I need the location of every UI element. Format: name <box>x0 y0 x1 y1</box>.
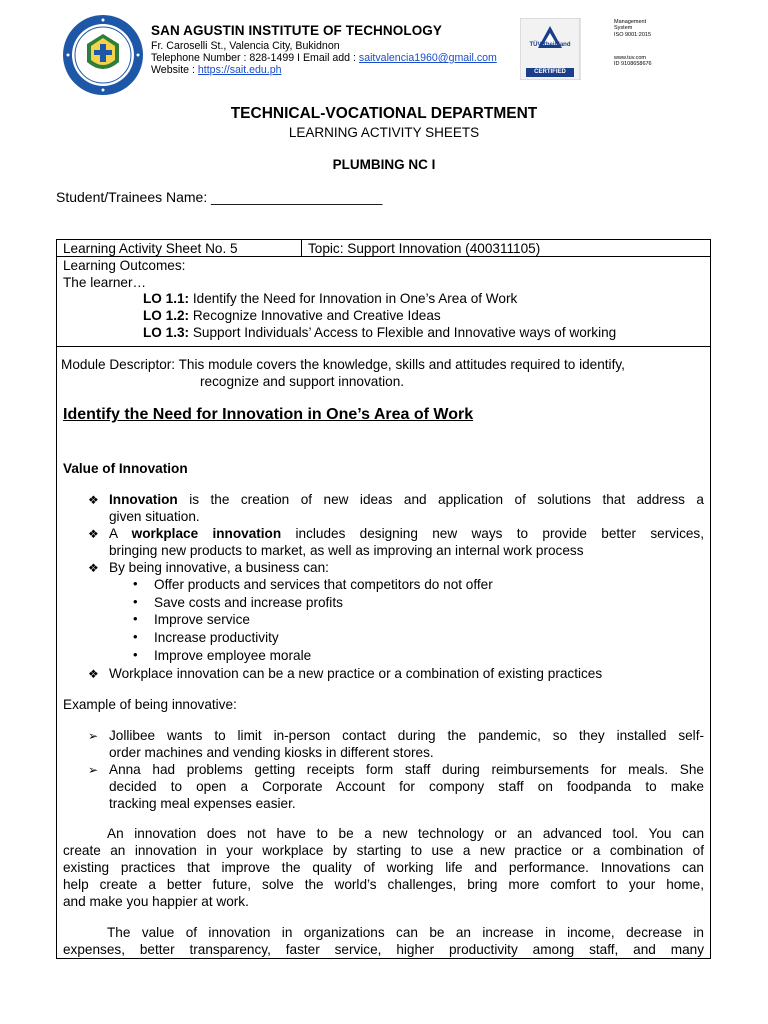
cert-id: ID 9108658676 <box>614 61 652 68</box>
bullet-innovation <box>109 491 704 508</box>
bullet-workplace-innovation-cont: bringing new products to market, as well as improving an internal work process <box>109 543 584 558</box>
diamond-bullet-icon: ❖ <box>88 667 99 681</box>
lo-code: LO 1.1: <box>143 291 190 306</box>
term: workplace innovation <box>131 526 282 541</box>
sheet-topic: Topic: Support Innovation (400311105) <box>308 241 541 256</box>
bullet-dot-icon: • <box>133 629 138 644</box>
paragraph-line: and make you happier at work. <box>63 894 249 909</box>
paragraph-line: The value of innovation in organizations can be an increase in income, decrease in <box>107 925 704 940</box>
example-jollibee-cont: order machines and vending kiosks in different stores. <box>109 745 434 760</box>
certified-label: CERTIFIED <box>534 69 566 75</box>
paragraph-line: expenses, better transparency, faster service, higher productivity among staff, and many <box>63 942 704 957</box>
learning-outcomes-label: Learning Outcomes: <box>63 258 186 273</box>
bullet-business-can: By being innovative, a business can: <box>109 560 329 575</box>
sub-list-item: Save costs and increase profits <box>154 595 343 610</box>
school-seal-logo <box>62 14 144 96</box>
lo-code: LO 1.2: <box>143 308 190 323</box>
diamond-bullet-icon: ❖ <box>88 561 99 575</box>
bullet-text: includes designing new ways to provide better services, <box>281 526 705 541</box>
arrow-bullet-icon: ➢ <box>88 763 99 777</box>
cert-line: ISO 9001:2015 <box>614 31 652 38</box>
email-link[interactable]: saitvalencia1960@gmail.com <box>358 52 497 64</box>
lo-code: LO 1.3: <box>143 325 190 340</box>
table-divider <box>56 346 711 347</box>
bullet-dot-icon: • <box>133 647 138 662</box>
arrow-bullet-icon: ➢ <box>88 729 99 743</box>
value-heading: Value of Innovation <box>63 461 188 476</box>
sheet-subtitle: LEARNING ACTIVITY SHEETS <box>288 125 480 140</box>
bullet-text: is the creation of new ideas and application of solutions that address a <box>177 492 704 507</box>
cert-line: System <box>614 25 633 32</box>
example-anna-cont: tracking meal expenses easier. <box>109 796 296 811</box>
course-title: PLUMBING NC I <box>332 157 436 172</box>
bullet-dot-icon: • <box>133 576 138 591</box>
paragraph-line: existing practices that improve the quality of working life and performance. Innovations can <box>63 860 704 875</box>
bullet-innovation-cont: given situation. <box>109 509 200 524</box>
example-anna-cont: decided to open a Corporate Account for compony staff on foodpanda to make <box>109 779 704 794</box>
diamond-bullet-icon: ❖ <box>88 527 99 541</box>
term: Innovation <box>109 492 178 507</box>
paragraph-line: create an innovation in your workplace by starting to use a new practice or a combination of <box>63 843 704 858</box>
learning-outcome <box>143 307 441 324</box>
paragraph-line: An innovation does not have to be a new technology or an advanced tool. You can <box>107 826 704 841</box>
institute-address: Fr. Caroselli St., Valencia City, Bukidnon <box>151 40 340 52</box>
example-anna: Anna had problems getting receipts form staff during reimbursements for meals. She <box>109 762 704 777</box>
section-heading: Identify the Need for Innovation in One’s Area of Work <box>63 406 474 423</box>
learning-outcome <box>143 324 616 341</box>
example-label: Example of being innovative: <box>63 697 237 712</box>
telephone-text: Telephone Number : 828-1499 I Email add : <box>151 52 359 64</box>
website-link[interactable]: https://sait.edu.ph <box>197 64 282 76</box>
institute-website <box>151 64 282 77</box>
learning-outcome <box>143 290 517 307</box>
lo-text: Identify the Need for Innovation in One’s Area of Work <box>189 291 518 306</box>
sub-list-item: Improve employee morale <box>154 648 312 663</box>
cert-url: www.tuv.com <box>614 55 646 61</box>
paragraph-line: help create a better future, solve the world’s challenges, bring more comfort to your home, <box>63 877 704 892</box>
bullet-dot-icon: • <box>133 611 138 626</box>
module-descriptor: Module Descriptor: This module covers the knowledge, skills and attitudes required to identify, <box>61 357 625 372</box>
table-column-divider <box>301 239 302 257</box>
tuv-label: TÜVRheinland <box>529 42 571 48</box>
sub-list-item: Increase productivity <box>154 630 279 645</box>
bullet-workplace-innovation <box>109 525 704 542</box>
lo-text: Support Individuals’ Access to Flexible and Innovative ways of working <box>189 325 617 340</box>
bullet-dot-icon: • <box>133 594 138 609</box>
sheet-number: Learning Activity Sheet No. 5 <box>63 241 238 256</box>
student-name-field[interactable]: Student/Trainees Name: ______________________ <box>56 189 383 205</box>
bullet-text: A <box>109 526 132 541</box>
learner-label: The learner… <box>63 275 147 290</box>
sub-list-item: Improve service <box>154 612 250 627</box>
cert-text <box>614 19 651 38</box>
website-label: Website : <box>151 64 198 76</box>
bullet-workplace-practice: Workplace innovation can be a new practice or a combination of existing practices <box>109 666 603 681</box>
cert-small-text <box>614 55 652 68</box>
cert-line: Management <box>614 19 647 25</box>
example-jollibee: Jollibee wants to limit in-person contact during the pandemic, so they installed self- <box>109 728 704 743</box>
lo-text: Recognize Innovative and Creative Ideas <box>189 308 441 323</box>
department-title: TECHNICAL-VOCATIONAL DEPARTMENT <box>230 105 538 122</box>
sub-list-item: Offer products and services that competitors do not offer <box>154 577 493 592</box>
diamond-bullet-icon: ❖ <box>88 493 99 507</box>
module-descriptor-cont: recognize and support innovation. <box>200 374 405 389</box>
institute-name: SAN AGUSTIN INSTITUTE OF TECHNOLOGY <box>151 23 443 38</box>
